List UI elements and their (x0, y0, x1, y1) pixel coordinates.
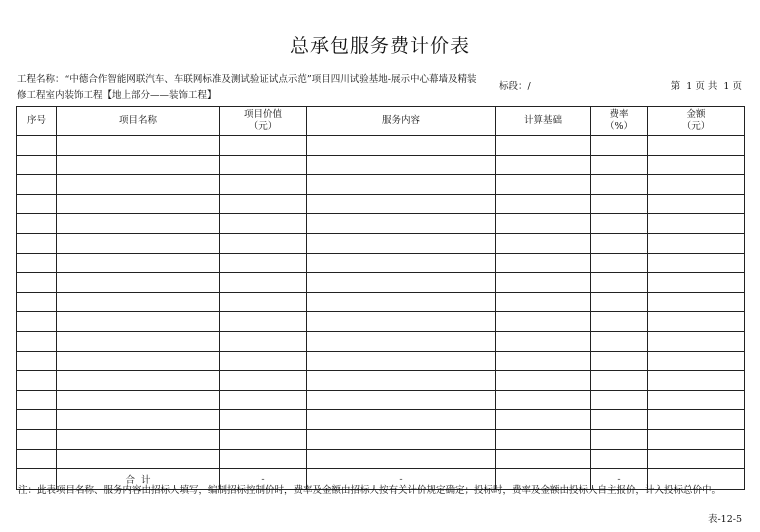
table-cell (17, 390, 57, 410)
table-cell (220, 410, 307, 430)
table-cell (220, 155, 307, 175)
table-cell (220, 253, 307, 273)
header-amount (648, 107, 745, 136)
table-cell (591, 214, 648, 234)
table-cell (591, 429, 648, 449)
table-cell (496, 390, 591, 410)
table-row (17, 429, 745, 449)
table-cell (220, 429, 307, 449)
footnote: 注：此表项目名称、服务内容由招标人填写，编制招标控制价时，费率及金额由招标人按有关计价规定确定；投标时，费率及金额由投标人自主报价，计入投标总价中。 (18, 485, 722, 496)
page-suffix: 页 (732, 81, 742, 92)
table-cell (591, 233, 648, 253)
table-cell (17, 155, 57, 175)
table-row (17, 136, 745, 156)
table-cell (220, 175, 307, 195)
table-cell (496, 175, 591, 195)
table-cell (648, 292, 745, 312)
table-row (17, 312, 745, 332)
page-title: 总承包服务费计价表 (289, 35, 470, 57)
table-row (17, 155, 745, 175)
table-cell (57, 312, 220, 332)
table-cell (648, 136, 745, 156)
table-cell (307, 449, 496, 469)
table-cell (307, 331, 496, 351)
table-cell (648, 233, 745, 253)
table-row (17, 194, 745, 214)
table-cell (496, 410, 591, 430)
table-cell (496, 429, 591, 449)
table-row (17, 331, 745, 351)
table-cell (220, 273, 307, 293)
table-cell (591, 194, 648, 214)
table-cell (220, 331, 307, 351)
table-cell (307, 429, 496, 449)
table-cell (591, 331, 648, 351)
table-row (17, 371, 745, 391)
header-value (220, 107, 307, 136)
header-seq: 序号 (17, 107, 57, 136)
table-header-row (17, 107, 745, 136)
table-row (17, 175, 745, 195)
table-cell (307, 390, 496, 410)
service-fee-table (16, 106, 745, 490)
table-cell (57, 292, 220, 312)
table-cell (17, 136, 57, 156)
table-cell (307, 194, 496, 214)
header-basis: 计算基础 (496, 107, 591, 136)
table-cell (17, 371, 57, 391)
table-cell (17, 273, 57, 293)
table-cell (220, 194, 307, 214)
table-cell (591, 390, 648, 410)
table-cell (648, 253, 745, 273)
total-label: 合 计 (57, 469, 220, 490)
table-cell (648, 194, 745, 214)
project-name-line1: “中德合作智能网联汽车、车联网标准及测试验证试点示范”项目四川试验基地-展示中心幕墙及精装 (64, 74, 477, 85)
table-row (17, 449, 745, 469)
table-cell (307, 214, 496, 234)
table-cell (496, 273, 591, 293)
table-cell (648, 331, 745, 351)
table-cell (307, 371, 496, 391)
table-cell (648, 410, 745, 430)
section-block (499, 80, 531, 94)
table-number: 表-12-5 (707, 514, 742, 525)
table-cell (220, 136, 307, 156)
table-cell (307, 175, 496, 195)
table-cell (17, 175, 57, 195)
table-cell (591, 410, 648, 430)
table-cell (591, 312, 648, 332)
table-cell (591, 253, 648, 273)
table-cell (307, 312, 496, 332)
section-value: / (527, 81, 531, 92)
table-cell (220, 371, 307, 391)
table-cell (307, 233, 496, 253)
table-cell (17, 214, 57, 234)
table-cell (220, 214, 307, 234)
table-cell (648, 175, 745, 195)
table-cell (17, 312, 57, 332)
header-value-line2: （元） (248, 121, 278, 132)
table-cell (496, 449, 591, 469)
table-cell (591, 155, 648, 175)
header-rate-line2: （%） (604, 121, 634, 132)
table-cell (496, 331, 591, 351)
table-cell (17, 429, 57, 449)
table-cell (591, 351, 648, 371)
header-amount-line1: 金额 (686, 109, 706, 120)
page-prefix: 第 (670, 81, 681, 92)
table-cell (57, 429, 220, 449)
table-cell (17, 233, 57, 253)
table-cell (496, 292, 591, 312)
header-rate-line1: 费率 (609, 109, 629, 120)
table-cell (57, 253, 220, 273)
table-cell (220, 312, 307, 332)
table-cell (648, 371, 745, 391)
table-cell (17, 253, 57, 273)
table-cell (17, 292, 57, 312)
project-name-block (17, 72, 497, 104)
header-rate (591, 107, 648, 136)
table-cell (496, 155, 591, 175)
total-rate: - (591, 469, 648, 490)
table-cell (57, 371, 220, 391)
table-row (17, 253, 745, 273)
table-cell (496, 136, 591, 156)
total-value: - (220, 469, 307, 490)
table-cell (648, 351, 745, 371)
table-cell (648, 273, 745, 293)
table-cell (220, 390, 307, 410)
table-cell (57, 390, 220, 410)
table-cell (307, 253, 496, 273)
table-cell (57, 155, 220, 175)
table-cell (648, 449, 745, 469)
table-cell (307, 351, 496, 371)
header-value-line1: 项目价值 (243, 109, 282, 120)
table-cell (648, 214, 745, 234)
total-content: - (307, 469, 496, 490)
table-cell (496, 233, 591, 253)
table-cell (17, 410, 57, 430)
table-cell (591, 136, 648, 156)
table-cell (17, 449, 57, 469)
table-cell (17, 351, 57, 371)
table-cell (591, 371, 648, 391)
table-cell (307, 292, 496, 312)
table-cell (17, 331, 57, 351)
table-row (17, 292, 745, 312)
table-cell (17, 194, 57, 214)
table-row (17, 351, 745, 371)
table-cell (496, 371, 591, 391)
table-cell (57, 233, 220, 253)
table-cell (591, 273, 648, 293)
table-cell (496, 253, 591, 273)
table-row (17, 410, 745, 430)
table-body (17, 136, 745, 469)
table-cell (57, 175, 220, 195)
header-content: 服务内容 (307, 107, 496, 136)
table-cell (57, 449, 220, 469)
table-cell (57, 194, 220, 214)
project-label: 工程名称： (17, 74, 65, 85)
table-cell (307, 155, 496, 175)
table-cell (220, 233, 307, 253)
table-cell (496, 351, 591, 371)
table-cell (591, 292, 648, 312)
table-cell (496, 214, 591, 234)
table-cell (648, 312, 745, 332)
table-cell (307, 410, 496, 430)
table-cell (57, 273, 220, 293)
table-cell (307, 136, 496, 156)
page-number: 1 (686, 81, 693, 92)
header-name: 项目名称 (57, 107, 220, 136)
project-name-line2: 修工程室内装饰工程【地上部分——装饰工程】 (17, 90, 217, 101)
table-cell (307, 273, 496, 293)
table-cell (496, 312, 591, 332)
table-row (17, 273, 745, 293)
table-cell (591, 175, 648, 195)
table-cell (57, 351, 220, 371)
table-cell (220, 292, 307, 312)
page-total: 1 (723, 81, 730, 92)
table-row (17, 214, 745, 234)
table-cell (57, 136, 220, 156)
table-row (17, 233, 745, 253)
table-cell (648, 429, 745, 449)
table-row (17, 390, 745, 410)
table-cell (648, 155, 745, 175)
table-cell (57, 410, 220, 430)
table-cell (648, 390, 745, 410)
page-middle: 页 共 (695, 81, 718, 92)
header-amount-line2: （元） (681, 121, 711, 132)
page-indicator (671, 80, 742, 94)
table-cell (496, 194, 591, 214)
table-cell (591, 449, 648, 469)
table-cell (220, 449, 307, 469)
section-label: 标段： (499, 81, 528, 92)
table-cell (57, 214, 220, 234)
table-cell (57, 331, 220, 351)
table-cell (220, 351, 307, 371)
